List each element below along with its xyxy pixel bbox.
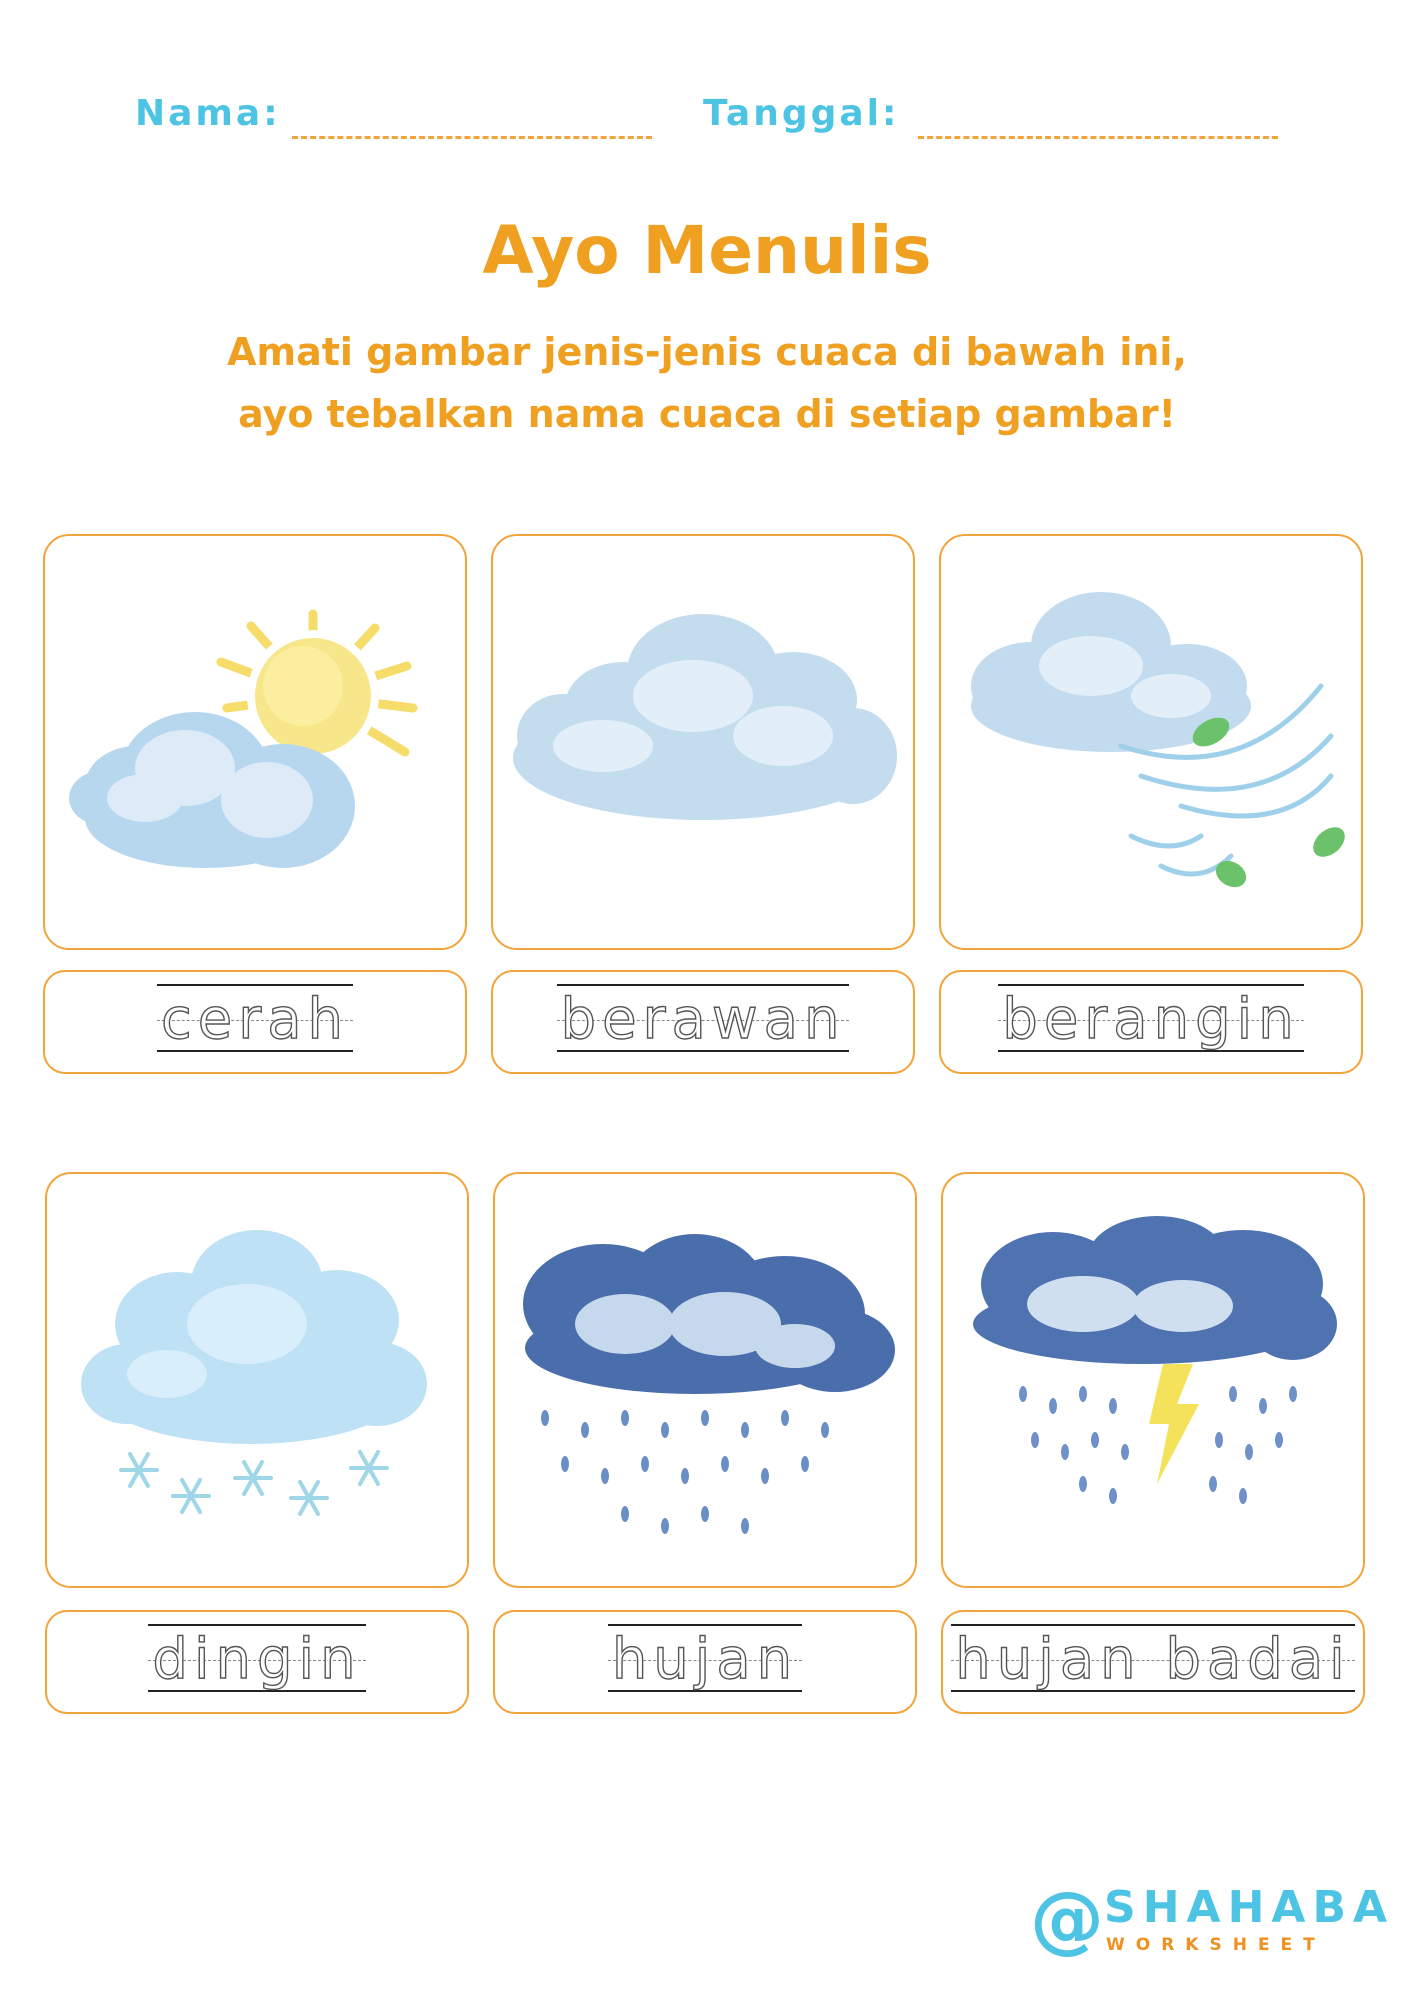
trace-word: berangin [1002, 987, 1300, 1052]
card-berawan [491, 534, 915, 950]
cloud-icon [493, 536, 913, 948]
card-hujan-badai [941, 1172, 1365, 1588]
storm-cloud-icon [943, 1174, 1363, 1586]
card-dingin [45, 1172, 469, 1588]
page-title: Ayo Menulis [482, 212, 932, 289]
logo-sub-text: WORKSHEET [1106, 1935, 1326, 1955]
rain-cloud-icon [495, 1174, 915, 1586]
trace-word: dingin [152, 1627, 362, 1692]
card-berangin [939, 534, 1363, 950]
trace-box-berawan[interactable] [491, 970, 915, 1074]
sun-cloud-icon [45, 536, 465, 948]
instruction-line-2: ayo tebalkan nama cuaca di setiap gambar! [238, 392, 1176, 436]
trace-word: berawan [560, 987, 846, 1052]
trace-box-dingin[interactable] [45, 1610, 469, 1714]
wind-cloud-icon [941, 536, 1361, 948]
date-label: Tanggal: [703, 93, 900, 134]
trace-box-hujan[interactable] [493, 1610, 917, 1714]
trace-box-hujan-badai[interactable] [941, 1610, 1365, 1714]
logo-at: @ [1030, 1876, 1104, 1962]
name-line[interactable] [292, 136, 652, 139]
trace-box-berangin[interactable] [939, 970, 1363, 1074]
date-line[interactable] [918, 136, 1278, 139]
card-cerah [43, 534, 467, 950]
instruction-line-1: Amati gambar jenis-jenis cuaca di bawah ini, [227, 330, 1187, 374]
trace-word: hujan badai [955, 1627, 1351, 1692]
trace-box-cerah[interactable] [43, 970, 467, 1074]
name-label: Nama: [135, 93, 281, 134]
logo-main-text: SHAHABA [1104, 1882, 1395, 1933]
trace-word: cerah [160, 987, 350, 1052]
card-hujan [493, 1172, 917, 1588]
trace-word: hujan [611, 1627, 799, 1692]
snow-cloud-icon [47, 1174, 467, 1586]
